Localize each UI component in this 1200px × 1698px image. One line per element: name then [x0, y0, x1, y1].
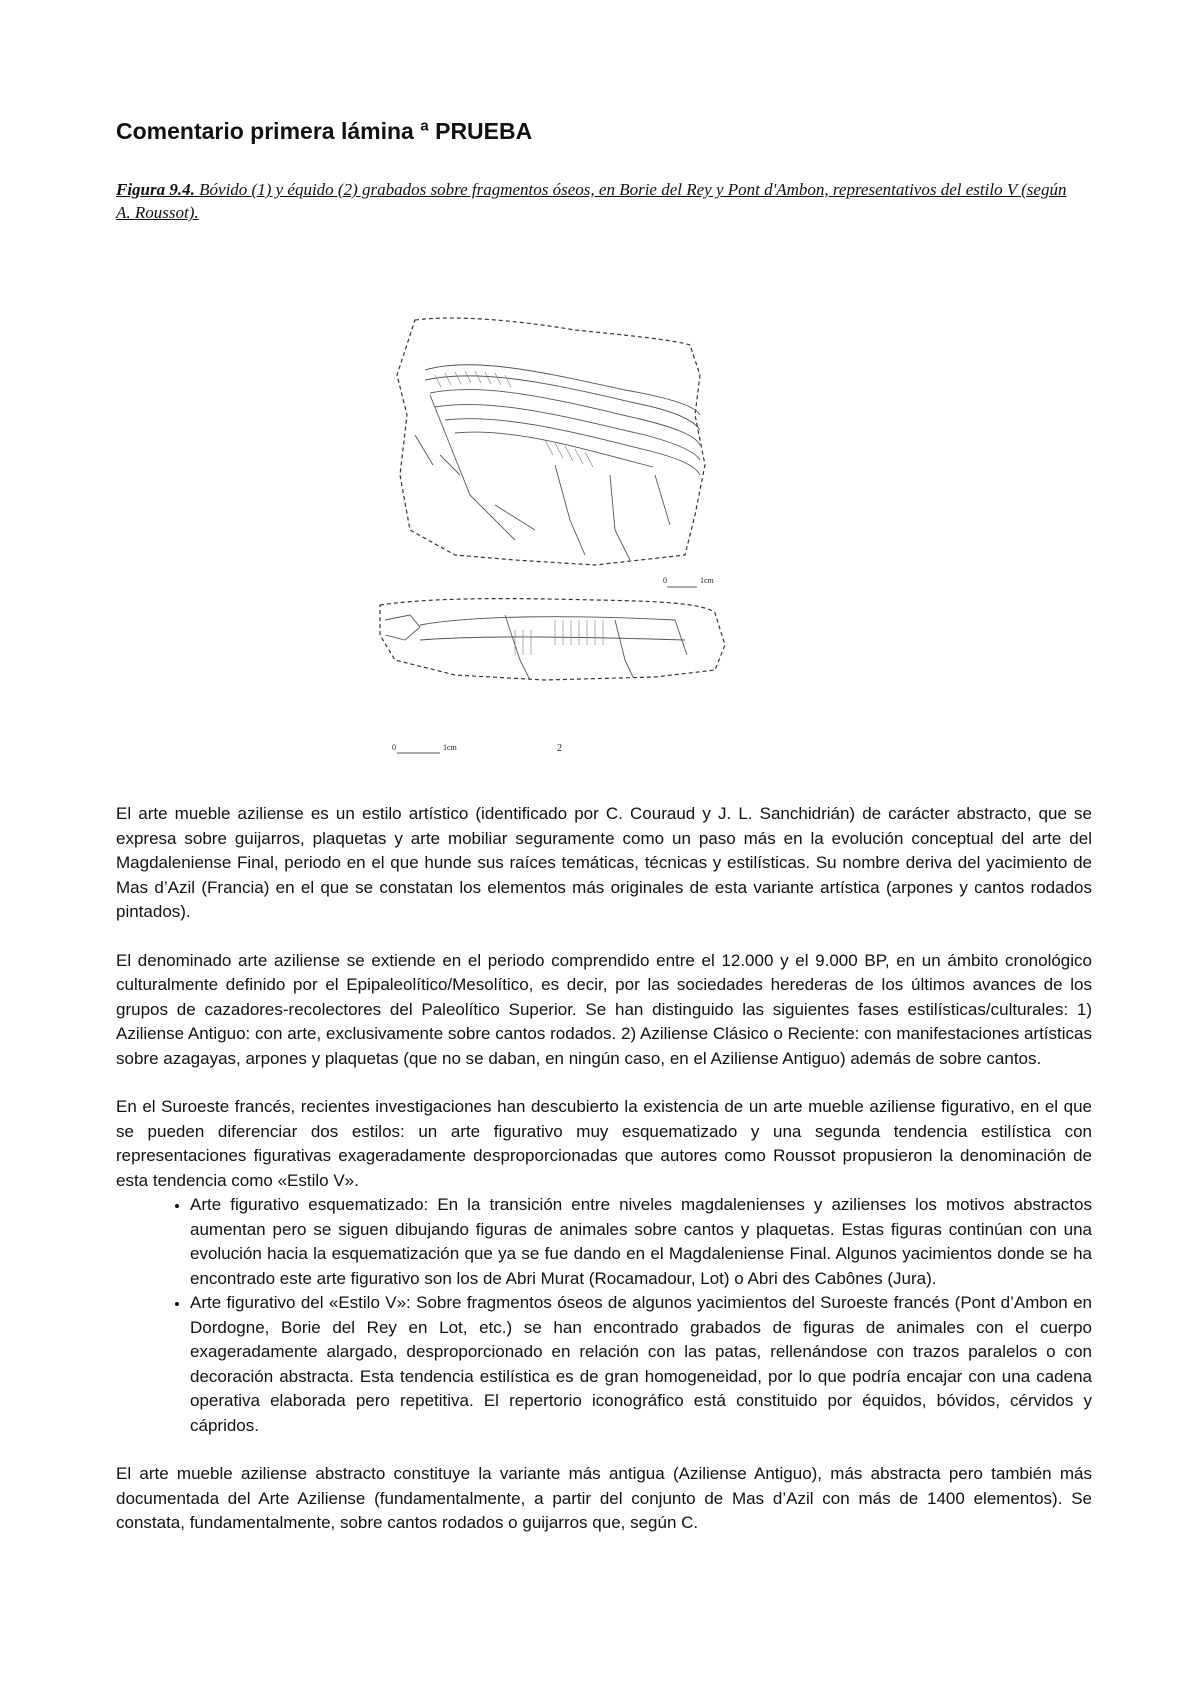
figure-caption-label: Figura 9.4. [116, 180, 195, 199]
scale-1-zero: 0 [663, 576, 667, 585]
scale-1 [663, 576, 715, 587]
paragraph-4: El arte mueble aziliense abstracto constituye la variante más antigua (Aziliense Antiguo), más abstracta pero también más documentada del Arte Aziliense (fundamentalmente, a partir del conjunto de Mas d’Azil con más de 1400 elementos). Se constata, fundamentalmente, sobre cantos rodados o guijarros que, según C. [116, 1464, 1092, 1532]
scale-2-unit: 1cm [443, 743, 457, 752]
style-list [116, 1193, 1092, 1438]
scale-2 [392, 743, 562, 754]
engraving-illustration [392, 315, 795, 765]
figure-caption [116, 178, 1076, 224]
paragraph-3: En el Suroeste francés, recientes investigaciones han descubierto la existencia de un arte mueble aziliense figurativo, en el que se pueden diferenciar dos estilos: un arte figurativo muy esquematizado y una segunda tendencia estilística con representaciones figurativas exageradamente desproporcionadas que autores como Roussot propusieron la denominación de esta tendencia como «Estilo V». [116, 1097, 1092, 1190]
page-title: Comentario primera lámina ª PRUEBA [116, 118, 533, 144]
list-item: • Arte figurativo esquematizado: En la transición entre niveles magdalenienses y azilienses los motivos abstractos aumentan pero se siguen dibujando figuras de animales sobre cantos y plaquetas. Estas figuras continúan con una evolución hacia la esquematización que ya se fue dando en el Magdaleniense Final. Algunos yacimientos donde se ha encontrado este arte figurativo son los de Abri Murat (Rocamadour, Lot) o Abri des Cabônes (Jura). [190, 1193, 1092, 1291]
list-item: • Arte figurativo del «Estilo V»: Sobre fragmentos óseos de algunos yacimientos del Suroeste francés (Pont d’Ambon en Dordogne, Borie del Rey en Lot, etc.) se han encontrado grabados de figuras de animales con el cuerpo exageradamente alargado, desproporcionado en relación con las patas, rellenándose con trazos paralelos o con decoración abstracta. Esta tendencia estilística es de gran homogeneidad, por lo que podría encajar con una cadena operativa elaborada pero repetitiva. El repertorio iconográfico está constituido por équidos, bóvidos, cérvidos y cápridos. [190, 1291, 1092, 1438]
scale-1-unit: 1cm [700, 576, 714, 585]
bovid-engraving [415, 365, 700, 560]
scale-2-zero: 0 [392, 743, 396, 752]
equid-engraving [385, 615, 687, 680]
paragraph-2: El denominado arte aziliense se extiende en el periodo comprendido entre el 12.000 y el 9.000 BP, en un ámbito cronológico culturalmente definido por el Epipaleolítico/Mesolítico, es decir, por las sociedades herederas de los últimos avances de los grupos de cazadores-recolectores del Paleolítico Superior. Se han distinguido las siguientes fases estilísticas/culturales: 1) Aziliense Antiguo: con arte, exclusivamente sobre cantos rodados. 2) Aziliense Clásico o Reciente: con manifestaciones artísticas sobre azagayas, arpones y plaquetas (que no se daban, en ningún caso, en el Aziliense Antiguo) además de sobre cantos. [116, 950, 1092, 1068]
figure-caption-text: Bóvido (1) y équido (2) grabados sobre fragmentos óseos, en Borie del Rey y Pont d'Ambon, representativos del estilo V (según A. Roussot). [116, 180, 1067, 222]
paragraph-1: El arte mueble aziliense es un estilo artístico (identificado por C. Couraud y J. L. Sanchidrián) de carácter abstracto, que se expresa sobre guijarros, plaquetas y arte mobiliar seguramente como un paso más en la evolución conceptual del arte del Magdaleniense Final, periodo en el que hunde sus raíces temáticas, técnicas y estilísticas. Su nombre deriva del yacimiento de Mas d’Azil (Francia) en el que se constatan los elementos más originales de esta variante artística (arpones y cantos rodados pintados). [116, 804, 1092, 921]
bone-fragments-drawing [392, 315, 795, 765]
article-body [116, 802, 1092, 1560]
figure-number-2: 2 [557, 743, 562, 754]
